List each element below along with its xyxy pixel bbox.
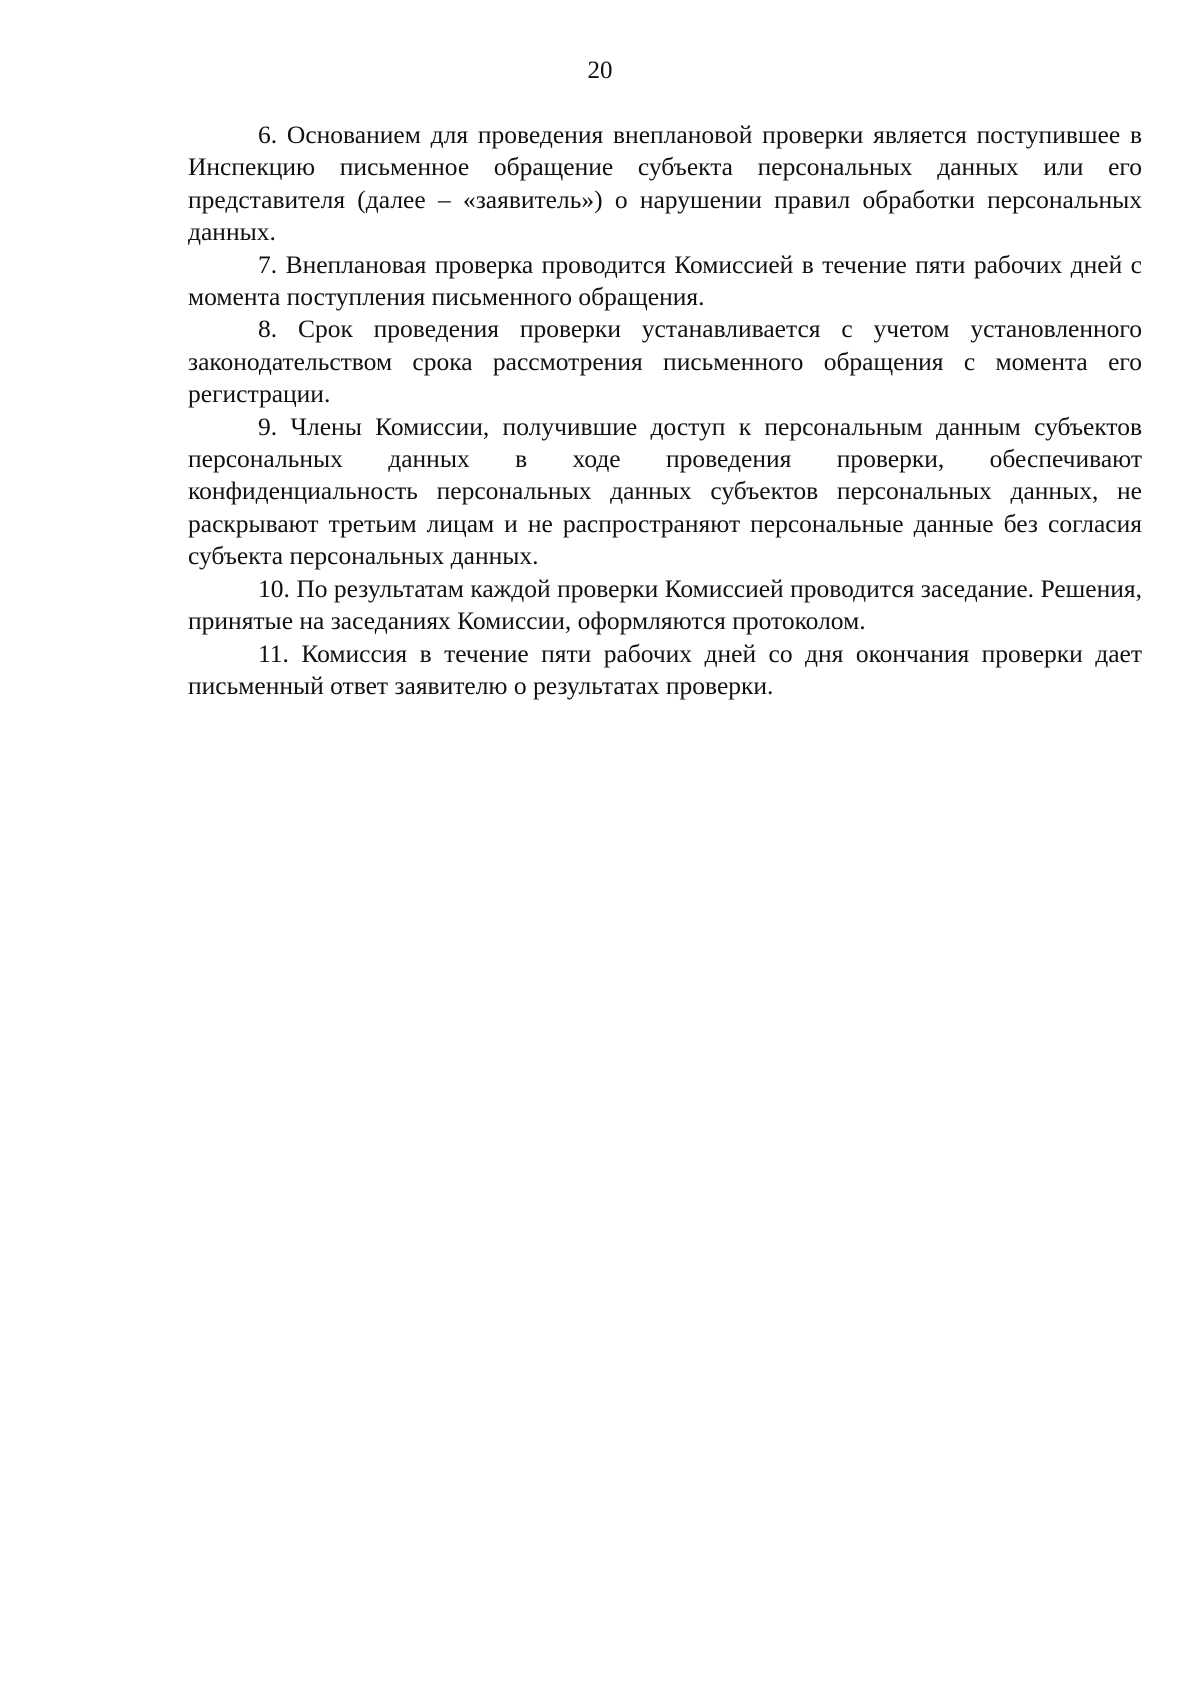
- document-body: [188, 119, 1142, 702]
- paragraph-6: 6. Основанием для проведения внеплановой проверки является поступившее в Инспекцию письменное обращение субъекта персональных данных или его представителя (далее – «заявитель») о нарушении правил обработки персональных данных.: [188, 120, 1142, 247]
- paragraph-7: 7. Внеплановая проверка проводится Комиссией в течение пяти рабочих дней с момента поступления письменного обращения.: [188, 249, 1142, 312]
- paragraph-10: 10. По результатам каждой проверки Комиссией проводится заседание. Решения, принятые на заседаниях Комиссии, оформляются протоколом.: [188, 573, 1142, 636]
- page-number: 20: [587, 57, 613, 84]
- paragraph-11: 11. Комиссия в течение пяти рабочих дней со дня окончания проверки дает письменный ответ заявителю о результатах проверки.: [188, 638, 1142, 700]
- paragraph-9: 9. Члены Комиссии, получившие доступ к персональным данным субъектов персональных данных в ходе проведения проверки, обеспечивают конфиденциальность персональных данных субъектов персональных данных, не раскрывают третьим лицам и не распространяют персональные данные без согласия субъекта персональных данных.: [188, 411, 1142, 571]
- paragraph-8: 8. Срок проведения проверки устанавливается с учетом установленного законодательством срока рассмотрения письменного обращения с момента его регистрации.: [188, 314, 1142, 409]
